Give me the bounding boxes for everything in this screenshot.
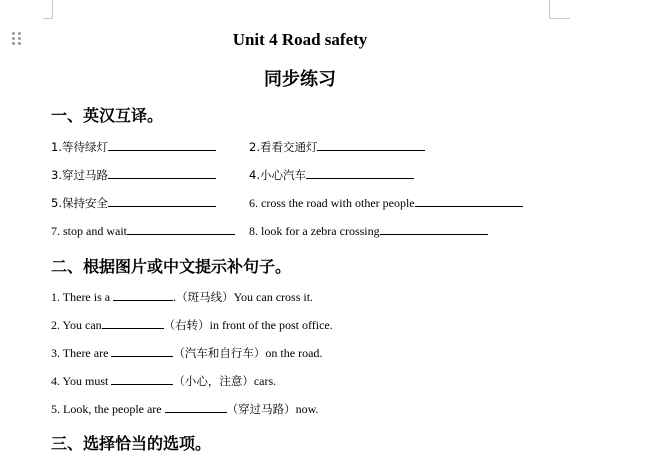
sentence-start: 3. There are xyxy=(51,346,109,360)
item-label: 1.等待绿灯 xyxy=(51,140,108,154)
item-label: 7. stop and wait xyxy=(51,224,127,238)
item-label: 5.保持安全 xyxy=(51,196,108,210)
chinese-hint: （汽车和自行车） xyxy=(173,346,266,360)
sentence-end: now. xyxy=(295,402,319,416)
item-label: 2.看看交通灯 xyxy=(249,140,318,154)
translation-item-8 xyxy=(249,223,488,239)
sentence-item-5 xyxy=(51,401,319,417)
answer-blank[interactable] xyxy=(380,223,488,235)
item-label: 4.小心汽车 xyxy=(249,168,306,182)
chinese-hint: （穿过马路） xyxy=(226,402,296,416)
item-label: 8. look for a zebra crossing xyxy=(249,224,380,238)
item-label: 6. cross the road with other people xyxy=(249,196,415,210)
document-title: Unit 4 Road safety xyxy=(232,30,368,49)
item-label: 3.穿过马路 xyxy=(51,168,108,182)
answer-blank[interactable] xyxy=(102,317,164,329)
page-corner-mark-right xyxy=(549,0,570,19)
translation-item-4 xyxy=(249,167,414,183)
sentence-item-2 xyxy=(51,317,333,333)
chinese-hint: （右转） xyxy=(163,318,210,332)
sentence-end: in front of the post office. xyxy=(209,318,333,332)
translation-item-1 xyxy=(51,139,216,155)
answer-blank[interactable] xyxy=(111,373,173,385)
chinese-hint: （小心，注意） xyxy=(173,374,254,388)
answer-blank[interactable] xyxy=(108,167,216,179)
answer-blank[interactable] xyxy=(165,401,227,413)
sentence-start: 2. You can xyxy=(51,318,102,332)
answer-blank[interactable] xyxy=(306,167,414,179)
answer-blank[interactable] xyxy=(113,289,173,301)
sentence-end: You can cross it. xyxy=(233,290,314,304)
translation-item-3 xyxy=(51,167,216,183)
sentence-start: 5. Look, the people are xyxy=(51,402,162,416)
sentence-end: on the road. xyxy=(265,346,323,360)
section-heading-1: 一、英汉互译。 xyxy=(51,106,164,125)
sentence-end: cars. xyxy=(253,374,277,388)
sentence-item-1 xyxy=(51,289,313,305)
translation-item-7 xyxy=(51,223,235,239)
answer-blank[interactable] xyxy=(108,195,216,207)
answer-blank[interactable] xyxy=(111,345,173,357)
sentence-start: 1. There is a xyxy=(51,290,111,304)
section-heading-2: 二、根据图片或中文提示补句子。 xyxy=(51,257,292,276)
answer-blank[interactable] xyxy=(317,139,425,151)
answer-blank[interactable] xyxy=(127,223,235,235)
chinese-hint: （斑马线） xyxy=(176,290,234,304)
sentence-punct: . xyxy=(173,290,177,304)
section-heading-3: 三、选择恰当的选项。 xyxy=(51,434,212,453)
sentence-item-3 xyxy=(51,345,322,361)
answer-blank[interactable] xyxy=(108,139,216,151)
sentence-item-4 xyxy=(51,373,276,389)
translation-item-5 xyxy=(51,195,216,211)
page-corner-mark-left xyxy=(43,0,53,19)
document-subtitle: 同步练习 xyxy=(264,69,336,90)
translation-item-6 xyxy=(249,195,523,211)
answer-blank[interactable] xyxy=(415,195,523,207)
sentence-start: 4. You must xyxy=(51,374,109,388)
translation-item-2 xyxy=(249,139,425,155)
